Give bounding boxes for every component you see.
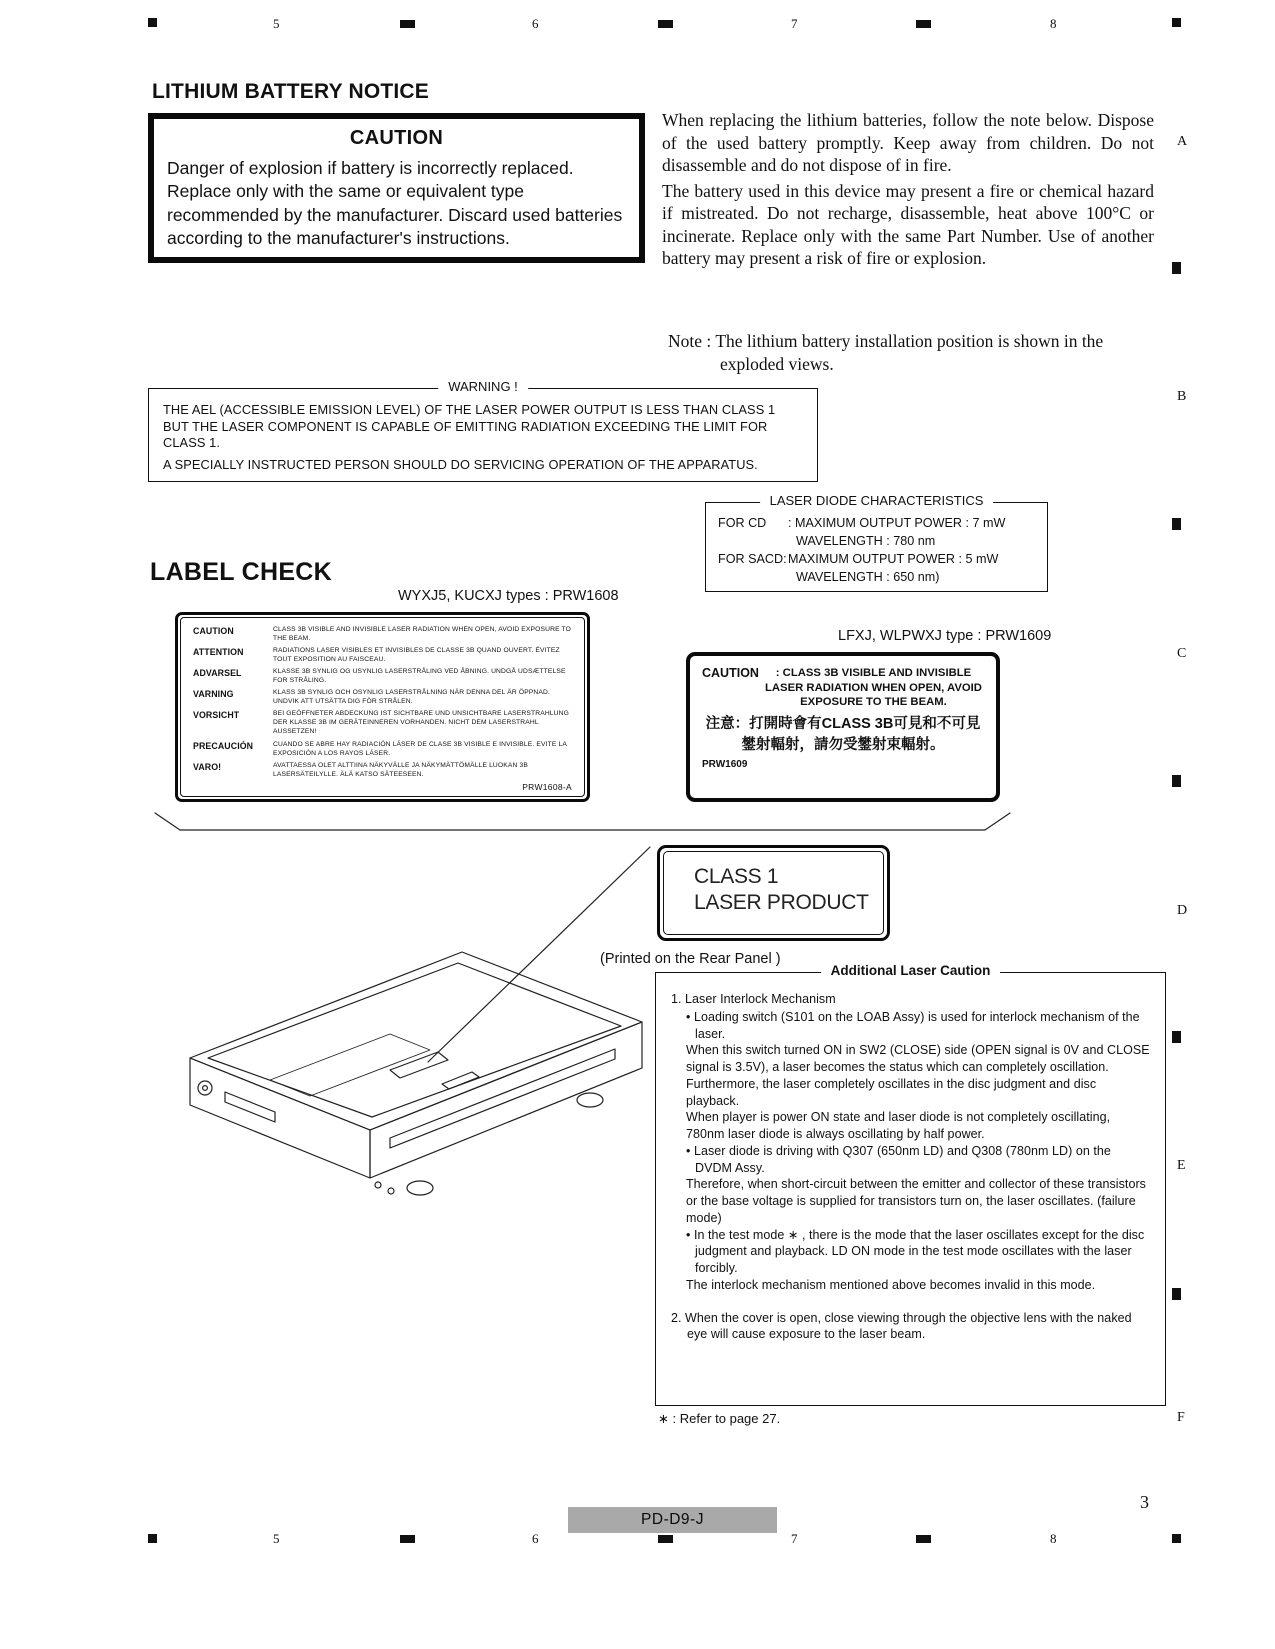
label1-text: CLASS 3B VISIBLE AND INVISIBLE LASER RADIATION WHEN OPEN, AVOID EXPOSURE TO THE BEAM. <box>273 626 572 643</box>
grid-letter: C <box>1177 646 1187 661</box>
label2-caution-word: CAUTION <box>702 666 759 680</box>
registration-mark <box>658 1535 673 1543</box>
label1-row <box>193 667 574 685</box>
grid-number: 8 <box>1050 1531 1057 1546</box>
grid-letter: D <box>1177 903 1188 918</box>
grid-number: 7 <box>791 16 798 31</box>
interlock-paragraph: • Laser diode is driving with Q307 (650nm LD) and Q308 (780nm LD) on the DVDM Assy. <box>686 1143 1111 1175</box>
label1-row <box>193 625 574 643</box>
grid-letter: B <box>1177 389 1187 404</box>
grid-number: 7 <box>791 1531 798 1546</box>
registration-mark <box>1172 1031 1181 1043</box>
footer-model-badge: PD-D9-J <box>568 1507 777 1533</box>
interlock-heading: 1. Laser Interlock Mechanism <box>671 992 836 1006</box>
registration-mark <box>400 20 415 28</box>
label1-part-number: PRW1608-A <box>522 782 572 792</box>
label1-row <box>193 761 574 779</box>
label1-row <box>193 646 574 664</box>
label2-chinese-line1: 注意：打開時會有CLASS 3B可見和不可見 <box>705 716 981 733</box>
caution-box-body: Danger of explosion if battery is incorrectly replaced. Replace only with the same or equivalent type recommended by the manufacturer. Discard used batteries according to the manufacturer's instructions. <box>167 158 623 248</box>
laser-cd-power: : MAXIMUM OUTPUT POWER : 7 mW <box>788 516 1006 530</box>
registration-mark <box>148 18 157 27</box>
laser-sacd-power: MAXIMUM OUTPUT POWER : 5 mW <box>788 551 999 566</box>
interlock-paragraph: Furthermore, the laser completely oscillates in the disc judgment and disc playback. <box>686 1076 1097 1108</box>
label2-caution-text: : CLASS 3B VISIBLE AND INVISIBLE LASER RADIATION WHEN OPEN, AVOID EXPOSURE TO THE BEAM. <box>765 667 982 709</box>
grid-number: 8 <box>1050 16 1057 31</box>
grid-number: 5 <box>273 16 280 31</box>
battery-paragraph-1: When replacing the lithium batteries, follow the note below. Dispose of the used battery promptly. Keep away from children. Do not disassemble and do not dispose of in fire. <box>662 110 1154 176</box>
registration-mark <box>1172 775 1181 787</box>
battery-notice-text <box>662 109 1154 270</box>
grid-number: 6 <box>532 16 539 31</box>
laser-sacd-wavelength: WAVELENGTH : 650 nm) <box>796 569 940 584</box>
grid-letter: E <box>1177 1158 1186 1173</box>
label1-text: KLASS 3B SYNLIG OCH OSYNLIG LASERSTRÅLNING NÄR DENNA DEL ÄR ÖPPNAD. UNDVIK ATT UTSÄTTA DIG FÖR STRÅLEN. <box>273 689 551 706</box>
additional-caution-title: Additional Laser Caution <box>821 963 1001 978</box>
registration-mark <box>1172 262 1181 274</box>
label1-lang: PRECAUCIÓN <box>193 740 254 751</box>
additional-laser-caution-box <box>655 963 1166 1406</box>
laser-cd-label: FOR CD <box>718 516 767 530</box>
interlock-paragraph: Therefore, when short-circuit between the emitter and collector of these transistors or the base voltage is supplied for transistors turn on, the laser oscillates. (failure mode) <box>686 1177 1146 1225</box>
label1-row <box>193 709 574 736</box>
cover-open-warning: 2. When the cover is open, close viewing through the objective lens with the naked eye will cause exposure to the laser beam. <box>671 1310 1132 1342</box>
page-number: 3 <box>1140 1492 1149 1512</box>
label1-lang: ATTENTION <box>193 647 244 658</box>
grid-number: 5 <box>273 1531 280 1546</box>
registration-mark <box>400 1535 415 1543</box>
registration-mark <box>916 20 931 28</box>
registration-mark <box>1172 1534 1181 1543</box>
label1-text: KLASSE 3B SYNLIG OG USYNLIG LASERSTRÅLING VED ÅBNING. UNDGÅ UDSÆTTELSE FOR STRÅLING. <box>273 668 566 685</box>
warning-box-title: WARNING ! <box>438 379 528 394</box>
label1-text: CUANDO SE ABRE HAY RADIACIÓN LÁSER DE CLASE 3B VISIBLE E INVISIBLE. EVITE LA EXPOSICIÓN A LOS RAYOS LÁSER. <box>273 740 567 757</box>
caution-label-prw1608 <box>175 612 590 802</box>
interlock-paragraph: • In the test mode ∗ , there is the mode that the laser oscillates except for the disc judgment and playback. LD ON mode in the test mode oscillates with the laser forcibly. <box>686 1227 1145 1275</box>
warning-box <box>148 379 818 482</box>
class1-line2: LASER PRODUCT <box>694 891 869 915</box>
warning-paragraph-1: THE AEL (ACCESSIBLE EMISSION LEVEL) OF THE LASER POWER OUTPUT IS LESS THAN CLASS 1 BUT THE LASER COMPONENT IS CAPABLE OF EMITTING RADIATION EXCEEDING THE LIMIT FOR CLASS 1. <box>163 402 776 451</box>
label1-row <box>193 740 574 758</box>
label1-lang: VARO! <box>193 761 222 772</box>
class1-laser-label <box>657 845 890 941</box>
laser-cd-wavelength: WAVELENGTH : 780 nm <box>796 533 936 548</box>
label2-part-number: PRW1609 <box>702 759 748 771</box>
laser-sacd-label: FOR SACD: <box>718 551 787 566</box>
label2-caption: LFXJ, WLPWXJ type : PRW1609 <box>838 628 1052 644</box>
battery-paragraph-2: The battery used in this device may present a fire or chemical hazard if mistreated. Do not recharge, disassemble, heat above 100°C or incinerate. Replace only with the same Part Number. Use of another battery may present a risk of fire or explosion. <box>662 180 1154 269</box>
warning-paragraph-2: A SPECIALLY INSTRUCTED PERSON SHOULD DO SERVICING OPERATION OF THE APPARATUS. <box>163 456 758 472</box>
grid-letter: F <box>1177 1410 1185 1425</box>
label1-text: AVATTAESSA OLET ALTTIINA NÄKYVÄLLE JA NÄKYMÄTTÖMÄLLE LUOKAN 3B LASERSÄTEILYLLE. ÄLÄ KATSO SÄTEESEEN. <box>273 761 528 778</box>
label1-caption: WYXJ5, KUCXJ types : PRW1608 <box>398 588 619 604</box>
footnote-refer-page: ∗ : Refer to page 27. <box>658 1411 781 1426</box>
battery-caution-box <box>148 113 645 263</box>
label1-lang: VORSICHT <box>193 710 240 721</box>
registration-mark <box>1172 1288 1181 1300</box>
label1-lang: ADVARSEL <box>193 668 242 679</box>
label2-chinese-line2: 鐢射輻射，請勿受鐢射束輻射。 <box>741 737 945 754</box>
section-title-label-check: LABEL CHECK <box>150 558 333 586</box>
caution-box-title: CAUTION <box>349 127 444 149</box>
interlock-paragraph: The interlock mechanism mentioned above becomes invalid in this mode. <box>686 1277 1096 1292</box>
grid-letter: A <box>1177 134 1188 149</box>
label-underbrace <box>155 813 1010 830</box>
registration-mark <box>658 20 673 28</box>
interlock-paragraph: When this switch turned ON in SW2 (CLOSE) side (OPEN signal is 0V and CLOSE signal is 3.5V), a laser becomes the status which can completely oscillation. <box>686 1043 1150 1074</box>
label1-lang: CAUTION <box>193 626 234 636</box>
registration-mark <box>148 1534 157 1543</box>
label1-text: BEI GEÖFFNETER ABDECKUNG IST SICHTBARE UND UNSICHTBARE LASERSTRAHLUNG DER KLASSE 3B IM GERÄTEINNEREN VORHANDEN. NICHT DEM LASERSTRAHL AUSSETZEN! <box>273 710 569 736</box>
grid-number: 6 <box>532 1531 539 1546</box>
label1-text: RADIATIONS LASER VISIBLES ET INVISIBLES DE CLASSE 3B QUAND OUVERT. ÉVITEZ TOUT EXPOSITION AU FAISCEAU. <box>273 647 560 664</box>
laser-diode-box <box>705 493 1048 592</box>
interlock-paragraph: When player is power ON state and laser diode is not completely oscillating, 780nm laser diode is always oscillating by half power. <box>686 1110 1111 1141</box>
registration-mark <box>1172 18 1181 27</box>
laser-diode-box-title: LASER DIODE CHARACTERISTICS <box>760 493 994 508</box>
section-title-lithium-battery: LITHIUM BATTERY NOTICE <box>152 80 430 103</box>
registration-mark <box>1172 518 1181 530</box>
label1-row <box>193 688 574 706</box>
rear-panel-note: (Printed on the Rear Panel ) <box>600 951 781 967</box>
battery-note: Note : The lithium battery installation position is shown in the exploded views. <box>668 331 1104 374</box>
class1-line1: CLASS 1 <box>694 865 779 888</box>
caution-label-prw1609 <box>686 652 1000 802</box>
label1-lang: VARNING <box>193 689 234 700</box>
registration-mark <box>916 1535 931 1543</box>
interlock-paragraph: • Loading switch (S101 on the LOAB Assy) is used for interlock mechanism of the laser. <box>686 1009 1140 1041</box>
